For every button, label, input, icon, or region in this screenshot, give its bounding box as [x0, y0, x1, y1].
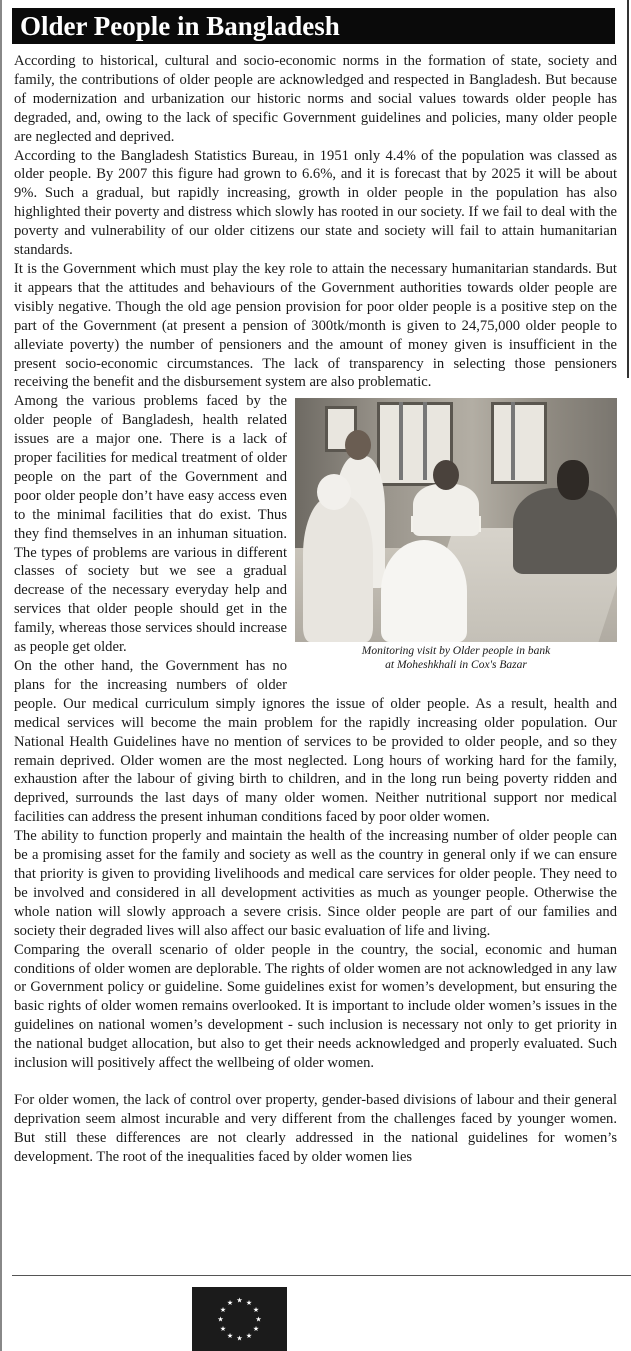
star-icon: ★	[236, 1334, 243, 1343]
paragraph: Comparing the overall scenario of older people in the country, the social, economic and human conditions of older women are deplorable. The rights of older women are not acknowledged in any law or Government policy or guideline. Some guidelines exist for women’s development, but ensuring the basic rights of older women remains overlooked. It is important to include older women’s issues in the guidelines on national women’s development - such inclusion is necessary not only to get priority in the national budget allocation, but also to get their needs acknowledged and properly evaluated. Such inclusion will positively affect the wellbeing of older women.	[14, 941, 617, 1072]
paragraph: Among the various problems faced by the older people of Bangladesh, health related issues are a major one. There is a lack of proper facilities for medical treatment of older people on the part of the Government and poor older people don’t have easy access even to the minimal facilities that do exist. Thus they find themselves in an inhuman situation. The types of problems are various in different classes of society but we see a gradual decrease of the necessary everyday help and services that older people should get in the family, whereas those services should increase as people get older.	[14, 393, 287, 656]
star-icon: ★	[217, 1315, 224, 1324]
star-icon: ★	[219, 1325, 227, 1333]
left-divider	[0, 0, 2, 1351]
eu-flag-icon	[192, 1287, 287, 1351]
star-icon: ★	[236, 1296, 243, 1305]
caption-line-1: Monitoring visit by Older people in bank	[361, 645, 551, 658]
caption-line-2: at Moheshkhali in Cox's Bazar	[385, 659, 527, 672]
star-icon: ★	[255, 1315, 262, 1324]
star-icon: ★	[252, 1325, 260, 1333]
photo-caption	[295, 644, 617, 674]
star-icon: ★	[226, 1299, 234, 1308]
article-body	[14, 52, 617, 1167]
paragraph: According to the Bangladesh Statistics Bureau, in 1951 only 4.4% of the population was classed as older people. By 2007 this figure had grown to 6.6%, and it is forecast that by 2025 it will be about 9%. Such a gradual, but rapidly increasing, growth in older people in the population has also highlighted their poverty and distress which slowly has rooted in our society. If we fail to deal with the poverty and vulnerability of our older citizens our state and society will fail to attain humanitarian standards.	[14, 147, 617, 259]
star-icon: ★	[245, 1299, 253, 1308]
paragraph: The ability to function properly and maintain the health of the increasing number of older people can be a promising asset for the family and society as well as the country in general only if we can ensure that priority is given to providing livelihoods and medical care services for older people. They need to be involved and considered in all development activities as much as younger people. Otherwise the whole nation will slowly approach a severe crisis. Since older people are part of our families and society their degraded lives will also affect our basic evaluation of life and living.	[14, 828, 617, 939]
star-icon: ★	[252, 1306, 260, 1314]
footer-divider	[12, 1275, 631, 1276]
paragraph: On the other hand, the Government has no plans for the increasing numbers of older people. Our medical curriculum simply ignores the issue of older people. As a result, health and medical services will become the main problem for the rapidly increasing older population. Our National Health Guidelines have no mention of services to be provided to older people, and so they remain deprived. Older women are the most neglected. Long hours of working hard for the family, exhaustion after the labour of giving birth to children, and in the long run being poverty ridden and deprived, surrounds the last days of many older women. Neither nutritional support nor medical facilities can address the present inhuman conditions faced by poor older women.	[14, 658, 617, 826]
star-icon: ★	[219, 1306, 227, 1314]
paragraph: For older women, the lack of control over property, gender-based divisions of labour and their general deprivation seem almost incurable and very different from the challenges faced by younger women. But still these differences are not clearly addressed in the national guidelines for women’s development. The root of the inequalities faced by older women lies	[14, 1091, 617, 1165]
article-title: Older People in Bangladesh	[12, 8, 615, 44]
star-icon: ★	[226, 1331, 234, 1340]
star-icon: ★	[245, 1331, 253, 1340]
photo-figure	[295, 398, 617, 674]
paragraph: According to historical, cultural and socio-economic norms in the formation of state, society and family, the contributions of older people are acknowledged and respected in Bangladesh. But because of modernization and urbanization our historic norms and social values towards older people has degraded, and, owing to the lack of specific Government guidelines and policies, many older people are neglected and deprived.	[14, 53, 617, 145]
right-divider	[627, 0, 629, 378]
photo-monitoring-visit	[295, 398, 617, 642]
paragraph: It is the Government which must play the key role to attain the necessary humanitarian standards. But it appears that the attitudes and behaviours of the Government authorities towards older people are visibly negative. Though the old age pension provision for poor older people is a positive step on the part of the Government (at present a pension of 300tk/month is given to 24,75,000 older people to alleviate poverty) the number of pensioners and the amount of money given is insufficient in the present socio-economic circumstances. The lack of transparency in selecting those pensioners receiving the benefit and the disbursement system are also problematic.	[14, 260, 617, 391]
